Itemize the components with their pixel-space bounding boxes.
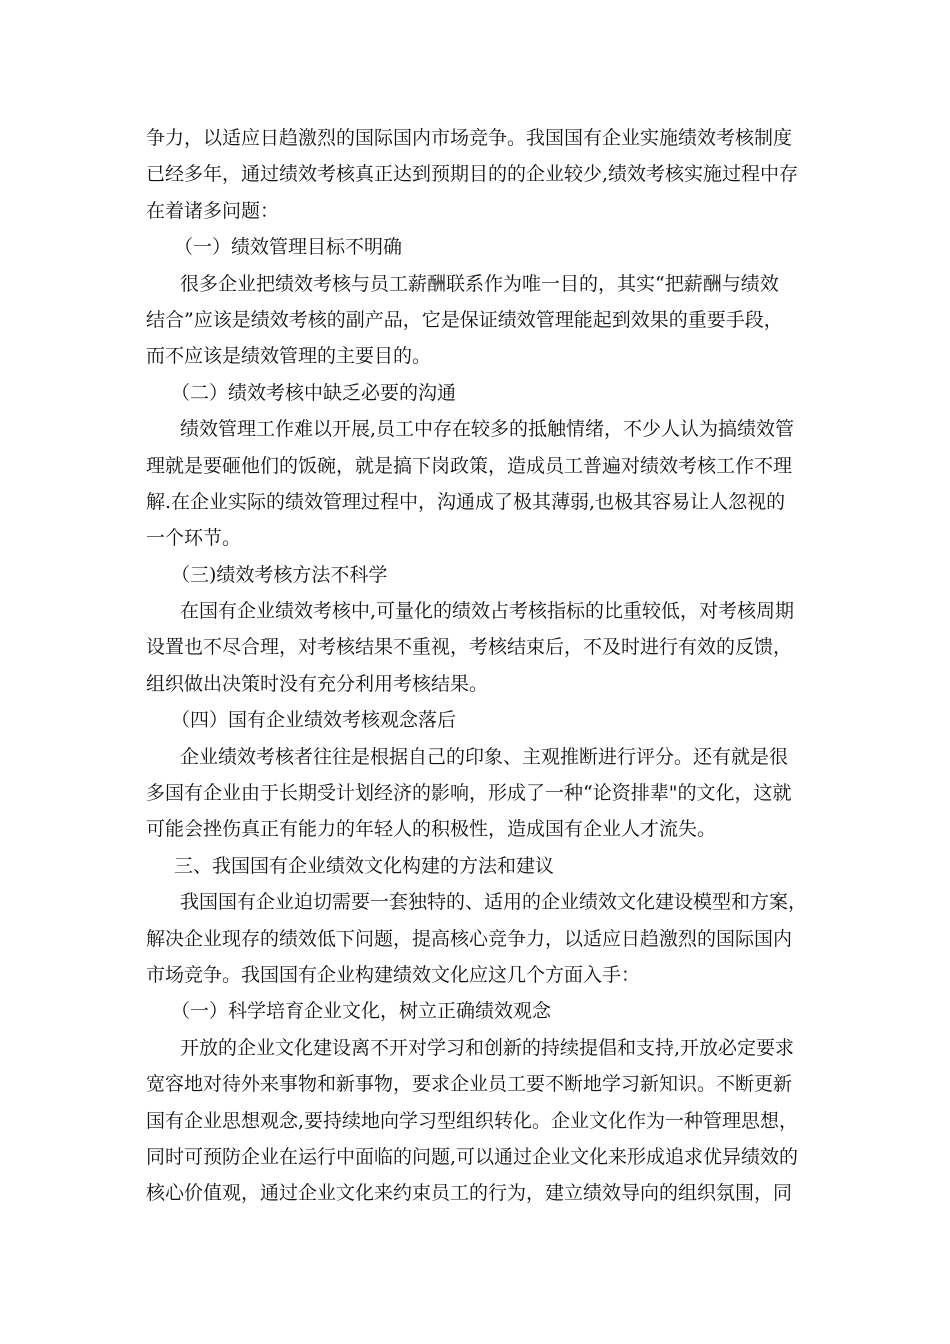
text-line: 结合”应该是绩效考核的副产品，它是保证绩效管理能起到效果的重要手段，	[146, 308, 783, 331]
text-line: 我国国有企业迫切需要一套独特的、适用的企业绩效文化建设模型和方案，	[180, 891, 808, 914]
text-line: 多国有企业由于长期受计划经济的影响，形成了一种“论资排辈"的文化，这就	[146, 782, 792, 805]
text-line: 核心价值观，通过企业文化来约束员工的行为，建立绩效导向的组织氛围，同	[146, 1182, 793, 1205]
body-text	[146, 120, 814, 1212]
section-heading: （三)绩效考核方法不科学	[171, 563, 388, 586]
text-line: 开放的企业文化建设离不开对学习和创新的持续提倡和支持,开放必定要求	[180, 1036, 795, 1059]
text-line: 组织做出决策时没有充分利用考核结果。	[146, 672, 489, 695]
text-line: 已经多年，通过绩效考核真正达到预期目的的企业较少,绩效考核实施过程中存	[146, 163, 799, 186]
text-line: 设置也不尽合理，对考核结果不重视，考核结束后，不及时进行有效的反馈，	[146, 636, 793, 659]
text-line: 国有企业思想观念,要持续地向学习型组织转化。企业文化作为一种管理思想，	[146, 1109, 799, 1132]
text-line: 在着诸多问题：	[146, 199, 280, 222]
section-heading: （二）绩效考核中缺乏必要的沟通	[171, 381, 457, 404]
text-line: 绩效管理工作难以开展,员工中存在较多的抵触情绪，不少人认为搞绩效管	[180, 418, 795, 441]
text-line: 市场竞争。我国国有企业构建绩效文化应这几个方面入手：	[146, 963, 641, 986]
text-line: 在国有企业绩效考核中,可量化的绩效占考核指标的比重较低，对考核周期	[180, 600, 795, 623]
text-line: 理就是要砸他们的饭碗，就是搞下岗政策，造成员工普遍对绩效考核工作不理	[146, 454, 793, 477]
text-line: 宽容地对待外来事物和新事物，要求企业员工要不断地学习新知识。不断更新	[146, 1073, 793, 1096]
text-line: 很多企业把绩效考核与员工薪酬联系作为唯一目的，其实“把薪酬与绩效	[180, 272, 779, 295]
text-line: 而不应该是绩效管理的主要目的。	[146, 345, 432, 368]
text-line: 一个环节。	[146, 527, 242, 550]
text-line: 企业绩效考核者往往是根据自己的印象、主观推断进行评分。还有就是很	[180, 745, 789, 768]
chapter-heading: 三、我国国有企业绩效文化构建的方法和建议	[174, 854, 555, 877]
text-line: 解决企业现存的绩效低下问题，提高核心竞争力，以适应日趋激烈的国际国内	[146, 927, 793, 950]
text-line: 解.在企业实际的绩效管理过程中，沟通成了极其薄弱,也极其容易让人忽视的	[146, 490, 786, 513]
text-line: 可能会挫伤真正有能力的年轻人的积极性，造成国有企业人才流失。	[146, 818, 717, 841]
section-heading: （一）绩效管理目标不明确	[174, 236, 403, 259]
section-heading: （四）国有企业绩效考核观念落后	[171, 709, 457, 732]
text-line: 同时可预防企业在运行中面临的问题,可以通过企业文化来形成追求优异绩效的	[146, 1145, 799, 1168]
section-heading: （一）科学培育企业文化，树立正确绩效观念	[171, 1000, 552, 1023]
text-line: 争力，以适应日趋激烈的国际国内市场竞争。我国国有企业实施绩效考核制度	[146, 127, 793, 149]
